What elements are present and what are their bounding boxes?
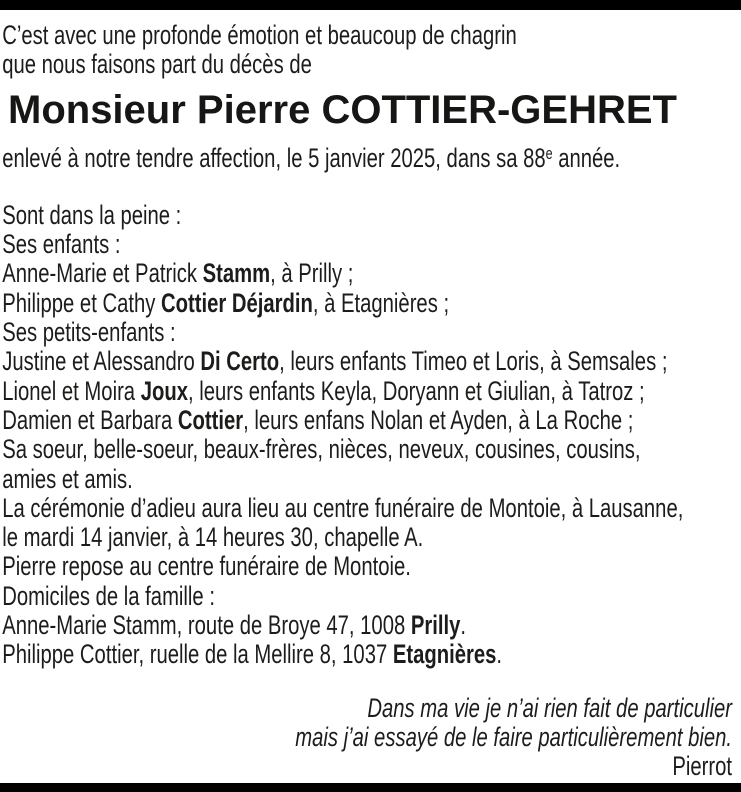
notice-line <box>2 318 741 347</box>
notice-text: Ses enfants : <box>2 229 121 260</box>
notice-line <box>2 259 741 288</box>
notice-text: Pierre repose au centre funéraire de Montoie. <box>2 551 411 582</box>
notice-line <box>2 347 741 376</box>
quote-line-2: mais j’ai essayé de le faire particulièrement bien. <box>295 721 732 752</box>
death-date-line <box>0 144 741 176</box>
notice-text: . <box>460 610 467 641</box>
notice-line <box>2 611 741 640</box>
notice-line <box>2 201 741 230</box>
notice-body-section <box>0 134 741 782</box>
family-name-bold: Etagnières <box>392 639 497 670</box>
family-and-ceremony-lines <box>0 201 741 670</box>
notice-line <box>2 523 741 552</box>
family-name-bold: Di Certo <box>200 346 280 377</box>
family-name-bold: Joux <box>140 375 188 406</box>
quote-line-1: Dans ma vie je n’ai rien fait de particulier <box>367 692 732 723</box>
notice-line <box>2 406 741 435</box>
notice-text: Anne-Marie Stamm, route de Broye 47, 1008 <box>2 610 411 641</box>
notice-line <box>2 230 741 259</box>
family-name-bold: Cottier Déjardin <box>160 287 313 318</box>
notice-text: Sont dans la peine : <box>2 199 182 230</box>
intro-section <box>0 10 741 80</box>
notice-line <box>2 465 741 494</box>
quote-signature: Pierrot <box>672 751 732 782</box>
notice-text: , à Etagnières ; <box>312 287 450 318</box>
notice-text: Damien et Barbara <box>2 404 178 435</box>
intro-line-2: que nous faisons part du décès de <box>2 49 312 80</box>
bottom-border-bar <box>0 783 741 792</box>
notice-text: Lionel et Moira <box>2 375 141 406</box>
intro-paragraph <box>0 21 741 80</box>
death-date-text-after: année. <box>552 142 621 173</box>
notice-text: La cérémonie d’adieu aura lieu au centre funéraire de Montoie, à Lausanne, <box>2 492 684 523</box>
notice-line <box>2 552 741 581</box>
notice-text: Sa soeur, belle-soeur, beaux-frères, nièces, neveux, cousines, cousins, <box>2 434 641 465</box>
top-border-bar <box>0 0 741 10</box>
notice-text: . <box>496 639 503 670</box>
notice-text: , leurs enfants Timeo et Loris, à Semsales ; <box>279 346 668 377</box>
quote-block <box>0 694 741 782</box>
notice-text: Anne-Marie et Patrick <box>2 258 203 289</box>
death-date-text-before: enlevé à notre tendre affection, le 5 janvier 2025, dans sa 88 <box>2 142 546 173</box>
notice-text: , à Prilly ; <box>270 258 354 289</box>
family-name-bold: Prilly <box>410 610 461 641</box>
notice-text: Philippe Cottier, ruelle de la Mellire 8, 1037 <box>2 639 393 670</box>
notice-line <box>2 582 741 611</box>
notice-text: , leurs enfans Nolan et Ayden, à La Roche ; <box>243 404 634 435</box>
notice-text: amies et amis. <box>2 463 133 494</box>
intro-line-1: C’est avec une profonde émotion et beaucoup de chagrin <box>2 20 517 50</box>
family-name-bold: Stamm <box>202 258 271 289</box>
notice-text: , leurs enfants Keyla, Doryann et Giulian, à Tatroz ; <box>187 375 645 406</box>
notice-text: Ses petits-enfants : <box>2 317 176 348</box>
notice-text: le mardi 14 janvier, à 14 heures 30, chapelle A. <box>2 522 424 553</box>
notice-text: Domiciles de la famille : <box>2 580 215 611</box>
ordinal-superscript: e <box>545 144 553 164</box>
notice-line <box>2 377 741 406</box>
notice-text: Justine et Alessandro <box>2 346 201 377</box>
deceased-name-title: Monsieur Pierre COTTIER-GEHRET <box>8 87 677 132</box>
notice-line <box>2 640 741 669</box>
notice-text: Philippe et Cathy <box>2 287 161 318</box>
notice-line <box>2 435 741 464</box>
notice-line <box>2 494 741 523</box>
family-name-bold: Cottier <box>177 404 244 435</box>
notice-line <box>2 289 741 318</box>
